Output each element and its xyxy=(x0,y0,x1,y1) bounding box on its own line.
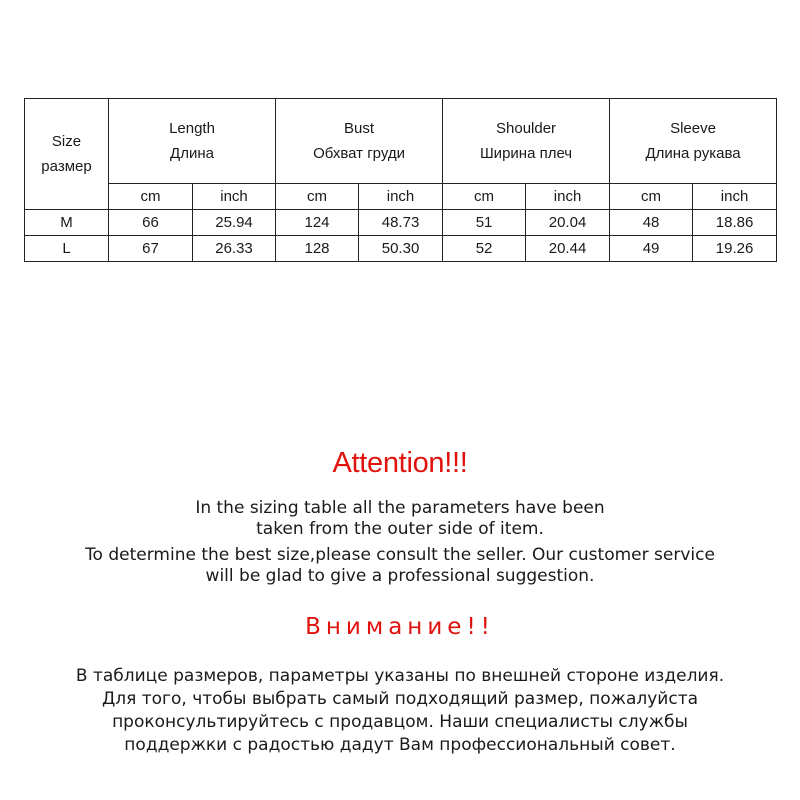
table-units-row xyxy=(25,184,777,210)
consult-note-en xyxy=(0,545,800,587)
size-header-cell xyxy=(25,99,109,210)
sleeve-header-ru: Длина рукава xyxy=(645,145,741,162)
ru-note-line: поддержки с радостью дадут Вам профессиональный совет. xyxy=(124,735,676,755)
value-cell: 25.94 xyxy=(193,210,276,236)
shoulder-header-cell xyxy=(443,99,610,184)
consult-note-line: To determine the best size,please consult the seller. Our customer service xyxy=(85,545,715,565)
value-cell: 49 xyxy=(610,236,693,262)
attention-heading-ru: Внимание!! xyxy=(305,614,495,640)
unit-cell: cm xyxy=(443,184,526,210)
length-header-en: Length xyxy=(169,119,215,137)
size-header-en: Size xyxy=(51,132,82,150)
length-header-ru: Длина xyxy=(170,145,214,162)
value-cell: 20.04 xyxy=(526,210,610,236)
unit-cell: inch xyxy=(526,184,610,210)
value-cell: 128 xyxy=(276,236,359,262)
unit-cell: inch xyxy=(693,184,777,210)
value-cell: 124 xyxy=(276,210,359,236)
unit-cell: cm xyxy=(610,184,693,210)
sleeve-header-cell xyxy=(610,99,777,184)
size-label-cell: L xyxy=(25,236,109,262)
value-cell: 48 xyxy=(610,210,693,236)
bust-header-ru: Обхват груди xyxy=(313,145,405,162)
sizing-note-line: taken from the outer side of item. xyxy=(256,519,544,539)
unit-cell: cm xyxy=(276,184,359,210)
sizing-note-ru xyxy=(0,665,800,757)
bust-header-en: Bust xyxy=(344,119,375,137)
ru-note-line: проконсультируйтесь с продавцом. Наши специалисты службы xyxy=(112,712,688,732)
value-cell: 51 xyxy=(443,210,526,236)
sizing-note-line: In the sizing table all the parameters have been xyxy=(195,498,605,518)
length-header-cell xyxy=(109,99,276,184)
value-cell: 50.30 xyxy=(359,236,443,262)
table-row-m xyxy=(25,210,777,236)
table-row-l xyxy=(25,236,777,262)
sleeve-header-en: Sleeve xyxy=(670,119,716,137)
unit-cell: inch xyxy=(193,184,276,210)
consult-note-line: will be glad to give a professional suggestion. xyxy=(205,566,595,586)
ru-note-line: Для того, чтобы выбрать самый подходящий размер, пожалуйста xyxy=(101,689,699,709)
shoulder-header-ru: Ширина плеч xyxy=(479,145,573,162)
unit-cell: cm xyxy=(109,184,193,210)
value-cell: 19.26 xyxy=(693,236,777,262)
value-cell: 52 xyxy=(443,236,526,262)
shoulder-header-en: Shoulder xyxy=(496,119,557,137)
value-cell: 67 xyxy=(109,236,193,262)
unit-cell: inch xyxy=(359,184,443,210)
size-label-cell: M xyxy=(25,210,109,236)
attention-heading-en: Attention!!! xyxy=(332,447,468,479)
size-chart-table xyxy=(24,98,777,262)
sizing-note-en xyxy=(0,498,800,540)
bust-header-cell xyxy=(276,99,443,184)
ru-note-line: В таблице размеров, параметры указаны по внешней стороне изделия. xyxy=(75,666,725,686)
size-header-ru: размер xyxy=(41,158,92,175)
value-cell: 66 xyxy=(109,210,193,236)
value-cell: 18.86 xyxy=(693,210,777,236)
value-cell: 26.33 xyxy=(193,236,276,262)
value-cell: 20.44 xyxy=(526,236,610,262)
table-header-row xyxy=(25,99,777,184)
value-cell: 48.73 xyxy=(359,210,443,236)
